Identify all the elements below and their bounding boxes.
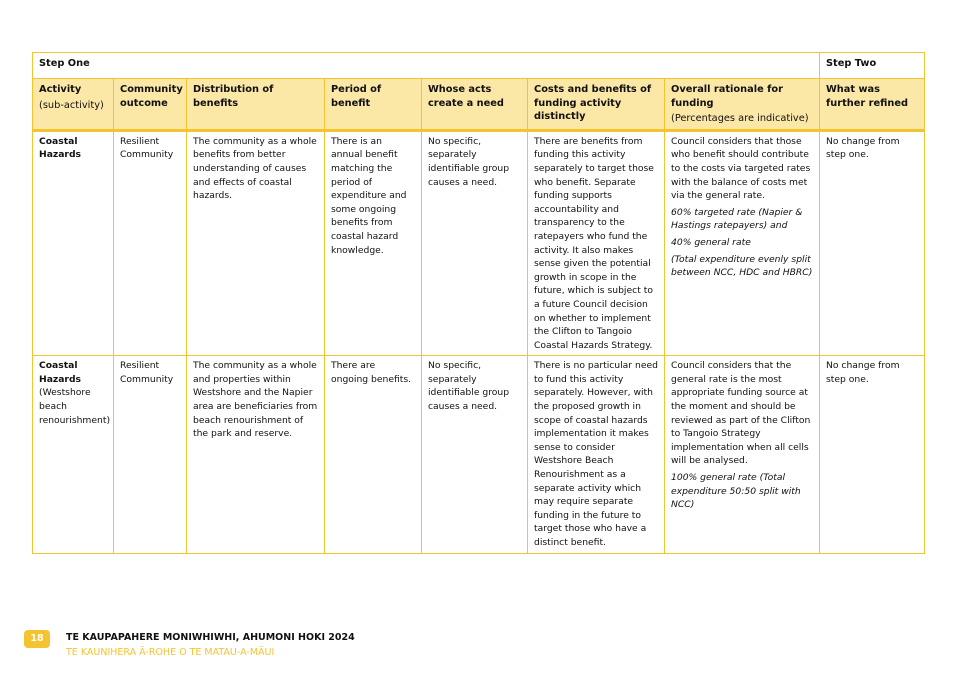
rationale-text: Council considers that those who benefit should contribute to the costs via targeted rates with the balance of costs met via the general rate.: [671, 135, 811, 202]
header-rationale-sub: (Percentages are indicative): [671, 113, 809, 125]
cell-period: There are ongoing benefits.: [325, 356, 422, 553]
cell-costs-benefits: There is no particular need to fund this activity separately. However, with the proposed growth in scope of coastal hazards implementation it makes sense to consider Westshore Beach Renourishment as a separate activity which may require separate funding in the future to target those who have a distinct benefit.: [528, 356, 665, 553]
rationale-italic-1: 100% general rate (Total expenditure 50:50 split with NCC): [671, 472, 801, 511]
cell-rationale: [665, 130, 820, 356]
header-whose-acts: Whose acts create a need: [422, 79, 528, 131]
cell-whose-acts: No specific, separately identifiable group causes a need.: [422, 130, 528, 356]
cell-distribution: The community as a whole and properties within Westshore and the Napier area are beneficiaries from beach renourishment of the park and reserve.: [187, 356, 325, 553]
rationale-italic-2: 40% general rate: [671, 236, 751, 248]
table-row: [33, 356, 925, 553]
table-row: [33, 130, 925, 356]
header-activity-title: Activity: [39, 84, 82, 95]
rationale-italic-1: 60% targeted rate (Napier & Hastings ratepayers) and: [671, 206, 803, 232]
step-two-label: Step Two: [820, 53, 925, 79]
cell-community-outcome: Resilient Community: [114, 356, 187, 553]
cell-whose-acts: No specific, separately identifiable group causes a need.: [422, 356, 528, 553]
cell-community-outcome: Resilient Community: [114, 130, 187, 356]
header-costs-benefits: Costs and benefits of funding activity distinctly: [528, 79, 665, 131]
table-header-row: [33, 79, 925, 131]
activity-title: Coastal Hazards: [39, 135, 82, 161]
header-further-refined: What was further refined: [820, 79, 925, 131]
cell-further-refined: No change from step one.: [820, 130, 925, 356]
step-row: [33, 53, 925, 79]
rationale-text: Council considers that the general rate is the most appropriate funding source at the moment and should be reviewed as part of the Clifton to Tangoio Strategy implementation when all cells will be analysed.: [671, 360, 811, 467]
step-one-label: Step One: [33, 53, 820, 79]
cell-rationale: [665, 356, 820, 553]
header-community-outcome: Community outcome: [114, 79, 187, 131]
cell-activity: [33, 356, 114, 553]
page-number-badge: 18: [24, 630, 50, 648]
footer-title: TE KAUPAPAHERE MONIWHIWHI, AHUMONI HOKI 2024: [66, 632, 355, 643]
activity-title: Coastal Hazards: [39, 360, 82, 385]
cell-costs-benefits: There are benefits from funding this activity separately to target those who benefit. Separate funding supports accountability and transparency to the ratepayers who fund the activity. It also makes sense given the potential growth in scope in the future, which is subject to a future Council decision on whether to implement the Clifton to Tangoio Coastal Hazards Strategy.: [528, 130, 665, 356]
cell-activity: [33, 130, 114, 356]
header-rationale-title: Overall rationale for funding: [671, 84, 783, 109]
header-rationale: [665, 79, 820, 131]
header-activity-sub: (sub-activity): [39, 99, 104, 111]
header-distribution: Distribution of benefits: [187, 79, 325, 131]
cell-distribution: The community as a whole benefits from better understanding of causes and effects of coastal hazards.: [187, 130, 325, 356]
header-period: Period of benefit: [325, 79, 422, 131]
header-activity: [33, 79, 114, 131]
funding-table: [32, 52, 925, 554]
rationale-italic-3: (Total expenditure evenly split between NCC, HDC and HBRC): [671, 253, 813, 279]
cell-further-refined: No change from step one.: [820, 356, 925, 553]
footer-subtitle: TE KAUNIHERA Ā-ROHE O TE MATAU-A-MĀUI: [66, 647, 275, 658]
cell-period: There is an annual benefit matching the period of expenditure and some ongoing benefits from coastal hazard knowledge.: [325, 130, 422, 356]
activity-subtitle: (Westshore beach renourishment): [39, 387, 111, 426]
